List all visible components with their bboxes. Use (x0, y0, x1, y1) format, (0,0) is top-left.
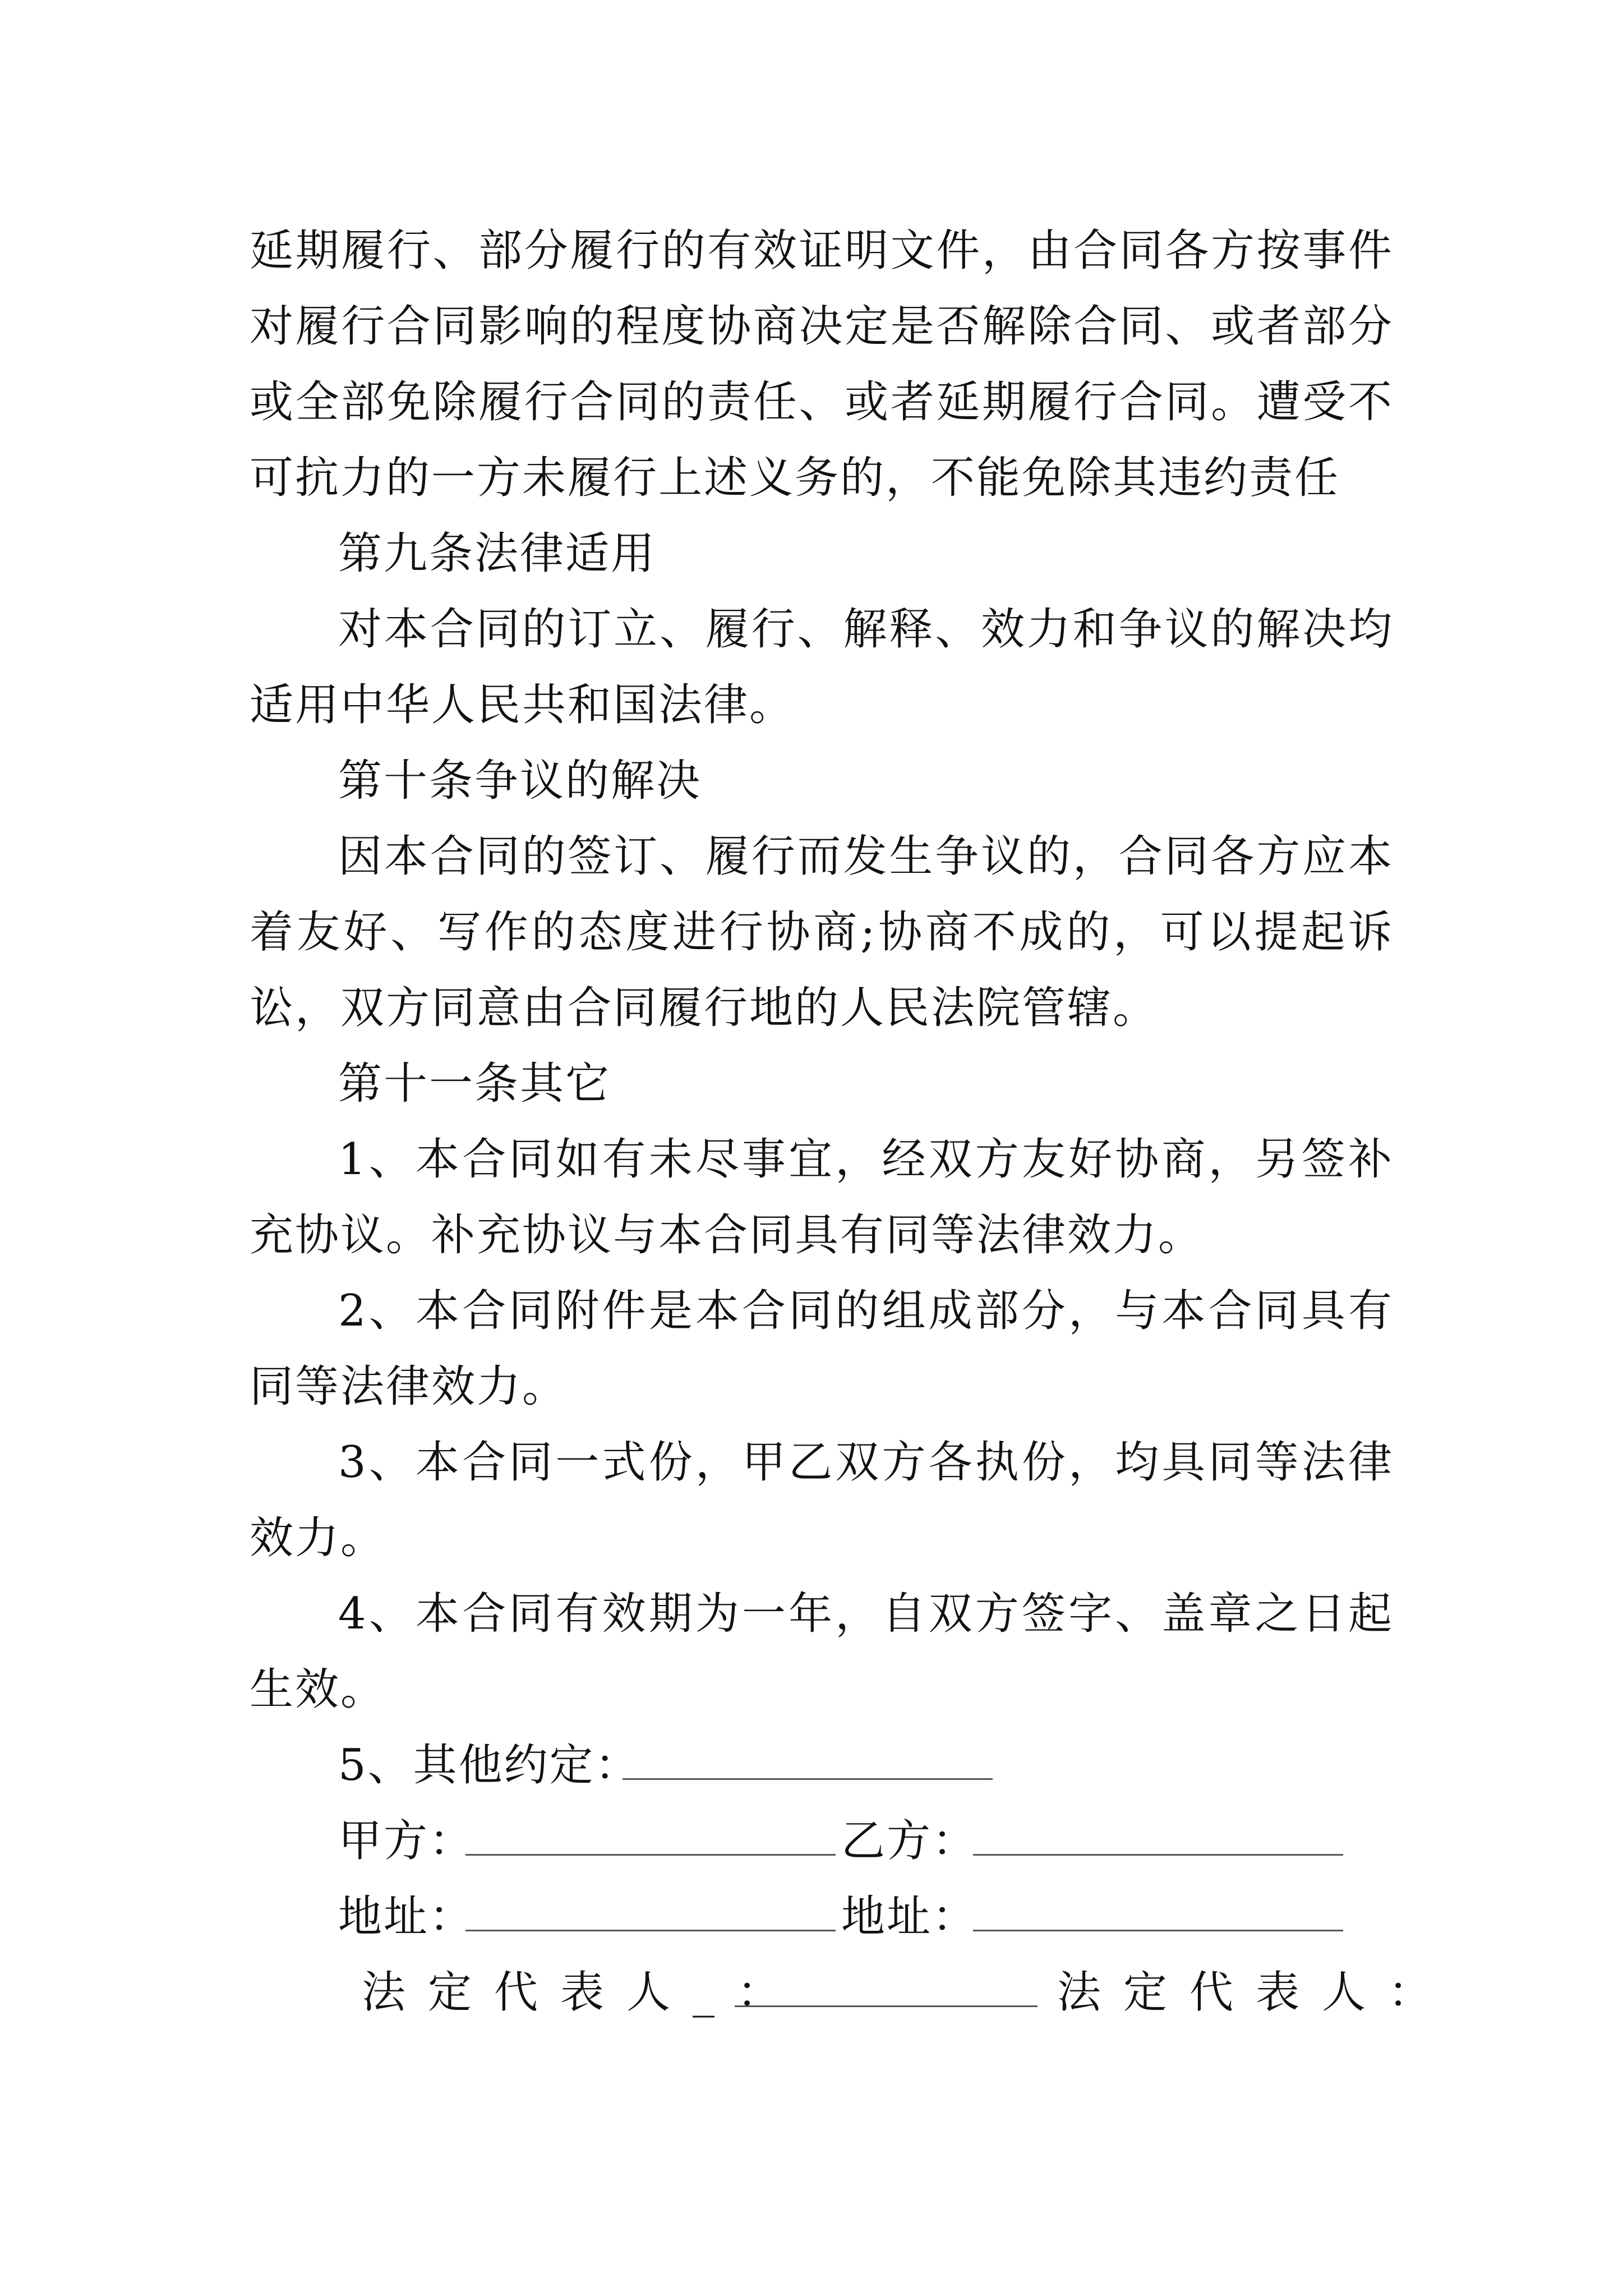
other-agreement-label: 5、其他约定： (338, 1740, 640, 1791)
paragraph-article-10: 因本合同的签订、履行而发生争议的，合同各方应本着友好、写作的态度进行协商;协商不成的，可以提起诉讼，双方同意由合同履行地的人民法院管辖。 (250, 831, 1394, 1033)
party-row (250, 1803, 1394, 1879)
document-page (250, 213, 1455, 2031)
representative-a-label: 法定代表人_： (362, 1967, 804, 2018)
representative-row (250, 1955, 1455, 2031)
party-a-blank[interactable] (465, 1803, 836, 1879)
list-item-1: 1、本合同如有未尽事宜，经双方友好协商，另签补充协议。补充协议与本合同具有同等法律效力。 (250, 1134, 1394, 1260)
paragraph-article-9: 对本合同的订立、履行、解释、效力和争议的解决均适用中华人民共和国法律。 (250, 604, 1394, 730)
list-item-3: 3、本合同一式份，甲乙双方各执份，均具同等法律效力。 (250, 1437, 1394, 1563)
address-a-label: 地址： (338, 1892, 475, 1942)
heading-article-10: 第十条争议的解决 (338, 756, 702, 806)
other-agreement-row (250, 1728, 1394, 1803)
address-b-blank[interactable] (973, 1879, 1343, 1955)
address-row (250, 1879, 1394, 1955)
list-item-4: 4、本合同有效期为一年，自双方签字、盖章之日起生效。 (250, 1589, 1394, 1715)
heading-article-9: 第九条法律适用 (338, 528, 657, 579)
list-item-2: 2、本合同附件是本合同的组成部分，与本合同具有同等法律效力。 (250, 1286, 1394, 1412)
representative-b-label: 法定代表人： (1057, 1967, 1455, 2018)
party-b-blank[interactable] (973, 1803, 1343, 1879)
party-b-label: 乙方： (841, 1816, 978, 1866)
address-a-blank[interactable] (465, 1879, 836, 1955)
party-a-label: 甲方： (338, 1816, 475, 1866)
address-b-label: 地址： (841, 1892, 978, 1942)
other-agreement-blank[interactable] (623, 1728, 993, 1803)
heading-article-11: 第十一条其它 (338, 1059, 611, 1109)
paragraph-force-majeure: 延期履行、部分履行的有效证明文件，由合同各方按事件对履行合同影响的程度协商决定是否解除合同、或者部分或全部免除履行合同的责任、或者延期履行合同。遭受不可抗力的一方未履行上述义务的，不能免除其违约责任 (250, 226, 1394, 503)
representative-a-blank[interactable] (735, 1955, 1038, 2031)
